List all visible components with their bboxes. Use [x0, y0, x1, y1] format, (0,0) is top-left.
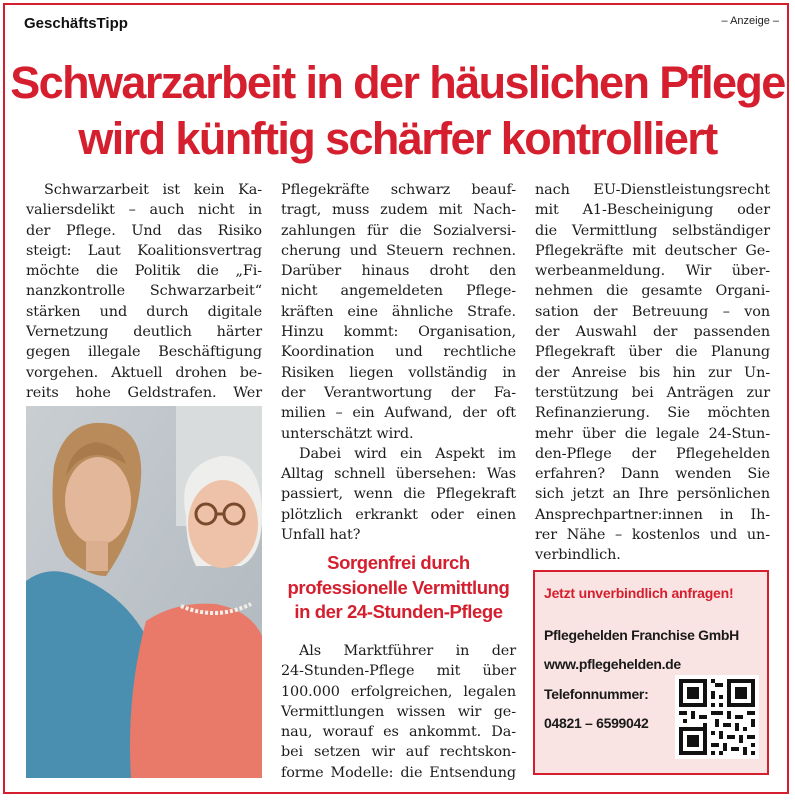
text-line: 100.000 erfolgreichen, legalen [281, 683, 516, 700]
text-line: erfahren? Dann wenden Sie [535, 466, 770, 483]
website-link[interactable]: www.pflegehelden.de [544, 656, 681, 672]
article-column-2 [281, 180, 516, 545]
text-line: die Vermittlung selbständiger [535, 222, 770, 239]
text-line: bei setzen wir auf rechtskon- [281, 744, 516, 761]
article-column-2-continued [281, 641, 516, 783]
qr-code-icon[interactable] [675, 675, 759, 759]
text-line: Koordination und rechtliche [281, 344, 516, 361]
text-line: terstützung bei Anträgen zur [535, 384, 770, 401]
text-line: Alltag schnell übersehen: Was [281, 466, 516, 483]
text-line: Dabei wird ein Aspekt im [299, 445, 516, 462]
text-line: den-Pflege der Pflegehelden [535, 445, 770, 462]
text-line: rer Nähe – kostenlos und un- [535, 527, 770, 544]
text-line: nach EU-Dienstleistungsrecht [535, 182, 770, 198]
text-line: valiersdelikt – auch nicht in [26, 202, 262, 219]
text-line: Pflegekraft über die Planung [535, 344, 770, 361]
text-line: mit A1-Bescheinigung oder [535, 202, 770, 219]
text-line: kräften eine ähnliche Strafe. [281, 303, 516, 320]
text-line: Vermittlungen wissen wir ge- [281, 703, 516, 720]
section-kicker: GeschäftsTipp [24, 15, 128, 32]
text-line: reits hohe Geldstrafen. Wer [26, 384, 262, 401]
ad-label: – Anzeige – [721, 15, 779, 27]
text-line: milien – ein Aufwand, der oft [281, 405, 516, 422]
text-line: 24-Stunden-Pflege mit über [281, 663, 516, 680]
headline-line-2: wird künftig schärfer kontrolliert [78, 113, 717, 164]
cta-title: Jetzt unverbindlich anfragen! [544, 585, 734, 601]
text-line: Als Marktführer in der [299, 643, 516, 659]
phone-label: Telefonnummer: [544, 686, 649, 702]
text-line: verbindlich. [535, 547, 621, 564]
text-line: werbeanmeldung. Wir über- [535, 263, 770, 280]
text-line: tragt, muss zudem mit Nach- [281, 202, 516, 219]
text-line: steigt: Laut Koalitionsvertrag [26, 242, 262, 259]
article-column-3 [535, 180, 770, 566]
subheading-line: in der 24-Stunden-Pflege [294, 601, 503, 622]
text-line: mehr über die legale 24-Stun- [535, 425, 770, 442]
text-line: Risiken liegen vollständig in [281, 364, 516, 381]
subheading-line: professionelle Vermittlung [287, 576, 510, 598]
text-line: Hinzu kommt: Organisation, [281, 324, 516, 341]
text-line: Unfall hat? [281, 527, 361, 544]
company-name: Pflegehelden Franchise GmbH [544, 627, 739, 643]
text-line: vorgehen. Aktuell drohen be- [26, 364, 262, 381]
text-line: stärken und durch digitale [26, 303, 262, 320]
text-line: Darüber hinaus droht den [281, 263, 516, 280]
subheading-line: Sorgenfrei durch [327, 552, 470, 573]
text-line: forme Modelle: die Entsendung [281, 764, 516, 781]
text-line: der Anreise bis hin zur Un- [535, 364, 770, 381]
subheading [278, 551, 519, 625]
text-line: nehmen die gesamte Organi- [535, 283, 770, 300]
text-line: nanzkontrolle Schwarzarbeit“ [26, 283, 262, 300]
text-line: unterschätzt wird. [281, 425, 414, 442]
text-line: passiert, wenn die Pflegekraft [281, 486, 516, 503]
text-line: der Pflege. Und das Risiko [26, 222, 262, 239]
text-line: Ansprechpartner:innen in Ih- [535, 506, 770, 523]
contact-box [533, 570, 769, 775]
text-line: Refinanzierung. Sie möchten [535, 405, 770, 422]
text-line: nicht angemeldeten Pflege- [281, 283, 516, 300]
text-line: der Verantwortung der Fa- [281, 384, 516, 401]
text-line: Schwarzarbeit ist kein Ka- [44, 182, 262, 198]
headline-line-1: Schwarzarbeit in der häuslichen Pflege [10, 57, 785, 108]
caregiver-senior-photo [26, 406, 262, 778]
text-line: sich jetzt an Ihre persönlichen [535, 486, 770, 503]
phone-number[interactable]: 04821 – 6599042 [544, 715, 649, 731]
text-line: der Auswahl der passenden [535, 324, 770, 341]
text-line: möchte die Politik die „Fi- [26, 263, 262, 280]
text-line: Pflegekräfte mit deutscher Ge- [535, 242, 770, 259]
text-line: Vernetzung deutlich härter [26, 324, 262, 341]
text-line: zahlungen für die Sozialversi- [281, 222, 516, 239]
text-line: gegen illegale Beschäftigung [26, 344, 262, 361]
text-line: Pflegekräfte schwarz beauf- [281, 182, 516, 198]
article-column-1 [26, 180, 262, 403]
text-line: cherung und Steuern rechnen. [281, 242, 516, 259]
text-line: nau, worauf es ankommt. Da- [281, 724, 516, 741]
text-line: plötzlich erkrankt oder einen [281, 506, 516, 523]
text-line: sation der Betreuung – von [535, 303, 770, 320]
